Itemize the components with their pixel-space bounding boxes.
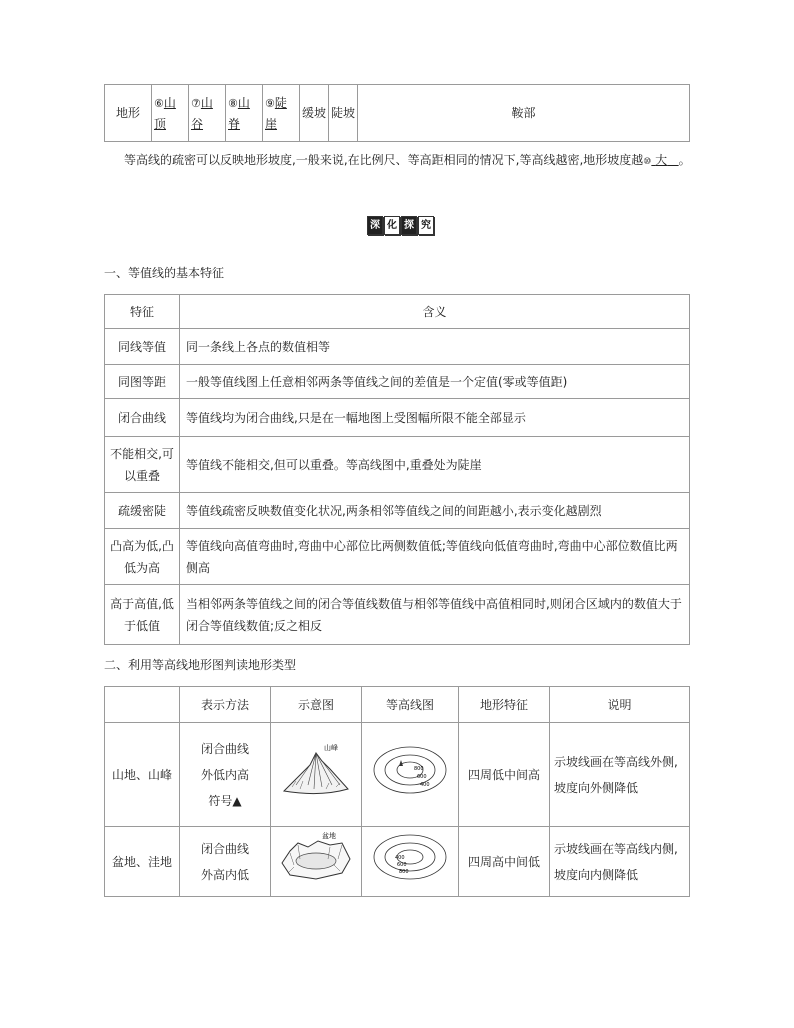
section-badge: [367, 216, 434, 234]
feature-value: 当相邻两条等值线之间的闭合等值线数值与相邻等值线中高值相同时,则闭合区域内的数值大于闭合等值线数值;反之相反: [180, 585, 690, 645]
mountain-sketch: [271, 723, 362, 827]
terrain-feature: 四周高中间低: [459, 827, 550, 897]
terrain-types-table: [104, 686, 690, 897]
mountain-contour-diagram: [370, 740, 450, 800]
badge-char: 深: [367, 216, 383, 235]
mountain-contour: [362, 723, 459, 827]
header-terrain-feature: 地形特征: [459, 687, 550, 723]
steep-slope-cell: 陡坡: [329, 85, 358, 142]
terrain-feature: 四周低中间高: [459, 723, 550, 827]
feature-value: 等值线疏密反映数值变化状况,两条相邻等值线之间的间距越小,表示变化越剧烈: [180, 493, 690, 529]
terrain-note: 示坡线画在等高线外侧,坡度向外侧降低: [550, 723, 690, 827]
header-meaning: 含义: [180, 295, 690, 329]
answer-cell-2: ⑦山 谷: [189, 85, 226, 142]
header-contour-map: 等高线图: [362, 687, 459, 723]
terrain-name: 盆地、洼地: [105, 827, 180, 897]
svg-text:山峰: 山峰: [324, 744, 338, 752]
section1-title: 一、等值线的基本特征: [104, 266, 225, 280]
svg-text:盆地: 盆地: [322, 832, 336, 840]
mountain-peak-illustration: [280, 739, 352, 801]
section2-title: 二、利用等高线地形图判读地形类型: [104, 658, 297, 672]
feature-key: 疏缓密陡: [105, 493, 180, 529]
answer-blank: 大: [655, 153, 668, 167]
terrain-table: [104, 84, 690, 142]
terrain-method: 闭合曲线 外高内低: [180, 827, 271, 897]
svg-text:800: 800: [399, 869, 409, 875]
slope-paragraph: 等高线的疏密可以反映地形坡度,一般来说,在比例尺、等高距相同的情况下,等高线越密,地形坡度越⑩ 大 。: [124, 153, 691, 167]
feature-value: 等值线向高值弯曲时,弯曲中心部位比两侧数值低;等值线向低值弯曲时,弯曲中心部位数值比两侧高: [180, 529, 690, 585]
basin-sketch: [271, 827, 362, 897]
gentle-slope-cell: 缓坡: [300, 85, 329, 142]
feature-key: 不能相交,可以重叠: [105, 437, 180, 493]
svg-text:800: 800: [414, 766, 424, 772]
feature-key: 高于高值,低于低值: [105, 585, 180, 645]
svg-text:400: 400: [395, 855, 405, 861]
header-note: 说明: [550, 687, 690, 723]
peak-symbol-icon: [399, 760, 403, 766]
answer-cell-4: ⑨陡 崖: [263, 85, 300, 142]
answer-cell-3: ⑧山 脊: [226, 85, 263, 142]
basin-contour-diagram: [370, 829, 450, 885]
header-feature: 特征: [105, 295, 180, 329]
terrain-name: 山地、山峰: [105, 723, 180, 827]
answer-cell-1: ⑥山 顶: [152, 85, 189, 142]
header-method: 表示方法: [180, 687, 271, 723]
feature-value: 同一条线上各点的数值相等: [180, 329, 690, 365]
feature-key: 凸高为低,凸低为高: [105, 529, 180, 585]
feature-value: 一般等值线图上任意相邻两条等值线之间的差值是一个定值(零或等值距): [180, 365, 690, 399]
terrain-label: 地形: [105, 85, 152, 142]
basin-contour: [362, 827, 459, 897]
svg-text:400: 400: [420, 782, 430, 788]
feature-key: 闭合曲线: [105, 399, 180, 437]
terrain-method: 闭合曲线 外低内高 符号▲: [180, 723, 271, 827]
feature-value: 等值线不能相交,但可以重叠。等高线图中,重叠处为陡崖: [180, 437, 690, 493]
badge-char: 化: [384, 216, 400, 235]
header-sketch: 示意图: [271, 687, 362, 723]
svg-text:600: 600: [397, 862, 407, 868]
svg-text:600: 600: [417, 774, 427, 780]
feature-key: 同图等距: [105, 365, 180, 399]
contour-features-table: [104, 294, 690, 645]
badge-char: 探: [401, 216, 417, 235]
saddle-cell: 鞍部: [358, 85, 690, 142]
feature-key: 同线等值: [105, 329, 180, 365]
badge-char: 究: [418, 216, 434, 235]
terrain-note: 示坡线画在等高线内侧,坡度向内侧降低: [550, 827, 690, 897]
basin-illustration: [280, 829, 352, 885]
header-blank: [105, 687, 180, 723]
feature-value: 等值线均为闭合曲线,只是在一幅地图上受图幅所限不能全部显示: [180, 399, 690, 437]
